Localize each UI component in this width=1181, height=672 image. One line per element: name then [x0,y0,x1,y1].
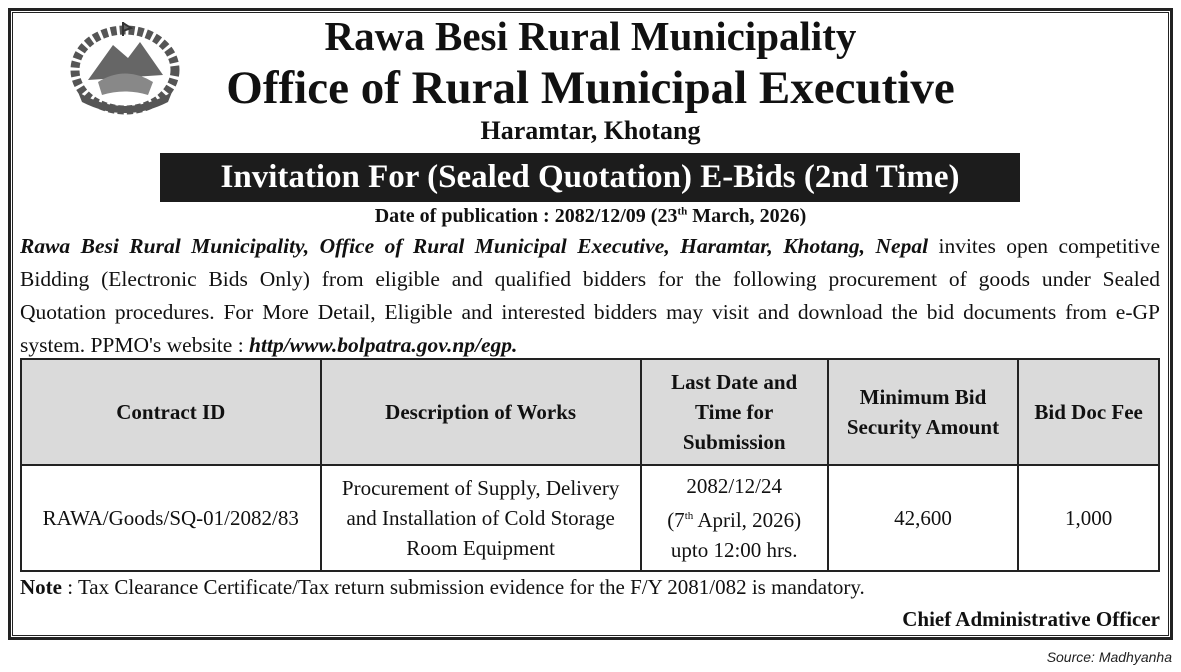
date-en-prefix: (7 [667,508,685,532]
cell-description: Procurement of Supply, Delivery and Installation of Cold Storage Room Equipment [321,465,641,571]
office-title: Office of Rural Municipal Executive [226,62,955,114]
cell-time: upto 12:00 hrs. [670,538,798,562]
cell-last-date [641,465,828,571]
header-last-date-text: Last Date and Time for Submission [671,370,798,454]
header-contract-id: Contract ID [21,359,321,465]
table-header-row [21,359,1159,465]
publication-date-sup: th [677,205,688,218]
date-en-suffix: April, 2026) [693,508,802,532]
publication-date-suffix: March, 2026) [687,205,807,227]
table-row [21,465,1159,571]
cell-bid-security: 42,600 [828,465,1019,571]
header-last-date [641,359,828,465]
ppmo-website-link[interactable]: http/www.bolpatra.gov.np/egp. [249,333,518,357]
note-label: Note [20,575,62,599]
cell-doc-fee: 1,000 [1018,465,1159,571]
header-description: Description of Works [321,359,641,465]
intro-paragraph [20,230,1160,362]
note-text: : Tax Clearance Certificate/Tax return submission evidence for the F/Y 2081/082 is mandatory. [61,575,865,599]
header-doc-fee: Bid Doc Fee [1018,359,1159,465]
cell-date-np: 2082/12/24 [686,474,783,498]
signatory: Chief Administrative Officer [902,607,1160,631]
location: Haramtar, Khotang [480,116,701,145]
cell-contract-id: RAWA/Goods/SQ-01/2082/83 [21,465,321,571]
intro-line3: Quotation procedures. For More Detail, Eligible and interested bidders may visit and download the bid documents from e-GP [20,300,1160,324]
source-credit: Source: Madhyanha [1046,649,1172,665]
note [20,575,865,600]
intro-line2: Bidding (Electronic Bids Only) from eligible and qualified bidders for the following procurement of goods under Sealed [20,267,1160,291]
org-name: Rawa Besi Rural Municipality, Office of Rural Municipal Executive, Haramtar, Khotang, Nepal [20,234,929,258]
bid-table [20,358,1160,572]
header-bid-security-text: Minimum Bid Security Amount [846,385,1000,439]
cell-date-en [642,501,827,535]
header-bid-security [828,359,1019,465]
intro-line1: invites open competitive [928,234,1160,258]
municipality-title: Rawa Besi Rural Municipality [324,13,857,59]
publication-date [0,205,1181,228]
date-en-sup: th [684,510,694,522]
publication-date-prefix: Date of publication : 2082/12/09 (23 [374,205,678,227]
invitation-banner: Invitation For (Sealed Quotation) E-Bids (2nd Time) [160,153,1020,202]
intro-line4: system. PPMO's website : [20,333,250,357]
